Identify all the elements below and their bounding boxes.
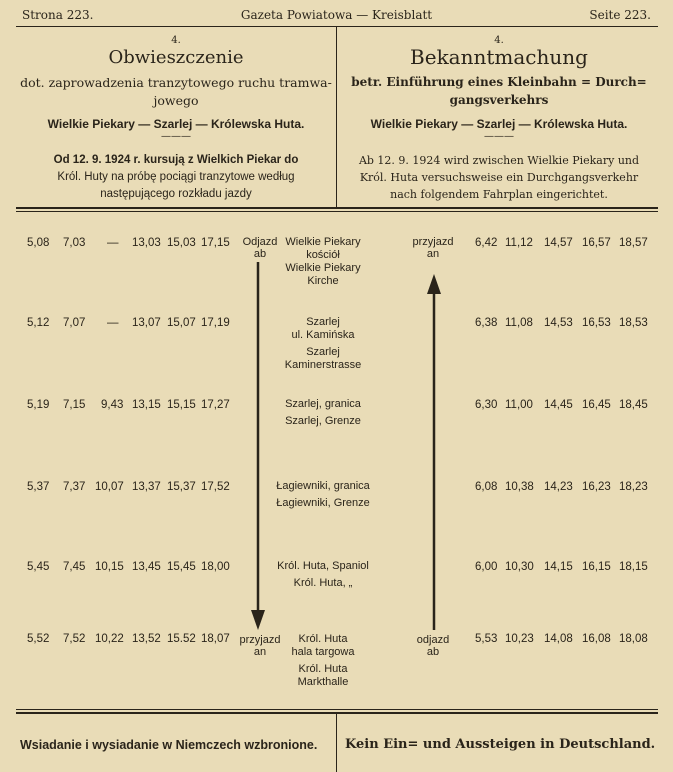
time-cell: 13,37 xyxy=(132,481,161,493)
time-cell: 18,08 xyxy=(619,633,648,645)
time-cell: 10,23 xyxy=(505,633,534,645)
page-number-right: Seite 223. xyxy=(589,8,651,22)
station-line: Król. Huta, „ xyxy=(293,577,353,589)
time-cell: 13,52 xyxy=(132,633,161,645)
station-name xyxy=(238,633,408,689)
time-cell: 14,23 xyxy=(544,481,573,493)
time-cell: 5,52 xyxy=(27,633,50,645)
time-cell: 15,15 xyxy=(167,399,196,411)
station-line: Szarlej, Grenze xyxy=(285,415,361,427)
station-line: Król. Huta xyxy=(298,633,348,645)
german-intro-line2: Król. Huta versuchsweise ein Durchgangsverkehr xyxy=(359,171,639,184)
time-cell: 10,38 xyxy=(505,481,534,493)
time-cell: 15,07 xyxy=(167,317,196,329)
station-name xyxy=(238,236,408,288)
time-cell: 18,23 xyxy=(619,481,648,493)
station-line: Król. Huta xyxy=(298,663,348,675)
german-subtitle-line2: gangsverkehrs xyxy=(449,93,549,107)
depart-label-top-de: ab xyxy=(253,248,267,260)
footer-column-divider xyxy=(336,714,337,772)
time-cell: 14,53 xyxy=(544,317,573,329)
time-cell: 6,00 xyxy=(475,561,498,573)
arrive-label-bottom-pl: przyjazd xyxy=(239,634,281,646)
time-cell: 16,45 xyxy=(582,399,611,411)
station-line: Szarlej xyxy=(306,346,340,358)
time-cell: 14,15 xyxy=(544,561,573,573)
german-title: Bekanntmachung xyxy=(410,45,588,69)
time-cell: 14,08 xyxy=(544,633,573,645)
depart-label-top-pl: Odjazd xyxy=(242,236,278,248)
station-line: Wielkie Piekary xyxy=(285,236,361,248)
time-cell: 5,08 xyxy=(27,237,50,249)
time-cell: 5,53 xyxy=(475,633,498,645)
station-line: Kirche xyxy=(307,275,339,287)
time-cell: 6,30 xyxy=(475,399,498,411)
time-cell: 11,12 xyxy=(505,237,533,249)
station-name xyxy=(238,480,408,510)
station-line: ul. Kamińska xyxy=(291,329,355,341)
german-intro-line1: Ab 12. 9. 1924 wird zwischen Wielkie Piekary und xyxy=(358,154,640,167)
page-number-left: Strona 223. xyxy=(22,8,94,22)
time-cell: 17,27 xyxy=(201,399,230,411)
header-rule xyxy=(16,26,658,27)
arrive-label-top-pl: przyjazd xyxy=(412,236,454,248)
time-cell: 16,15 xyxy=(582,561,611,573)
time-cell: — xyxy=(107,237,119,249)
polish-intro-line3: następującego rozkładu jazdy xyxy=(100,188,252,200)
time-cell: 7,07 xyxy=(63,317,86,329)
time-cell: 13,03 xyxy=(132,237,161,249)
depart-label-bottom-de: ab xyxy=(426,646,440,658)
time-cell: 13,07 xyxy=(132,317,161,329)
time-cell: 13,45 xyxy=(132,561,161,573)
time-cell: 15,45 xyxy=(167,561,196,573)
arrive-label-top xyxy=(405,236,461,260)
german-intro-line3: nach folgendem Fahrplan eingerichtet. xyxy=(390,188,608,201)
time-cell: 7,03 xyxy=(63,237,86,249)
time-cell: 5,37 xyxy=(27,481,50,493)
station-line: Kaminerstrasse xyxy=(284,359,362,371)
time-cell: 10,15 xyxy=(95,561,124,573)
station-line: Szarlej, granica xyxy=(285,398,361,410)
time-cell: 16,57 xyxy=(582,237,611,249)
time-cell: 7,37 xyxy=(63,481,86,493)
time-cell: 16,08 xyxy=(582,633,611,645)
time-cell: 6,42 xyxy=(475,237,498,249)
station-line: kościół xyxy=(306,249,340,261)
german-divider: ——— xyxy=(484,131,514,142)
time-cell: 18,00 xyxy=(201,561,230,573)
polish-divider: ——— xyxy=(161,131,191,142)
time-cell: 6,08 xyxy=(475,481,498,493)
time-cell: 18,15 xyxy=(619,561,648,573)
newspaper-title: Gazeta Powiatowa — Kreisblatt xyxy=(240,8,433,22)
table-top-rule xyxy=(16,207,658,209)
time-cell: 17,19 xyxy=(201,317,230,329)
time-cell: 14,45 xyxy=(544,399,573,411)
polish-route: Wielkie Piekary — Szarlej — Królewska Huta. xyxy=(47,117,305,131)
time-cell: 18,07 xyxy=(201,633,230,645)
time-cell: 11,08 xyxy=(505,317,533,329)
arrive-label-bottom-de: an xyxy=(253,646,267,658)
station-name xyxy=(238,560,408,590)
time-cell: 18,53 xyxy=(619,317,648,329)
german-number: 4. xyxy=(494,35,504,46)
station-line: Łagiewniki, Grenze xyxy=(276,497,370,509)
time-cell: 10,22 xyxy=(95,633,124,645)
time-cell: 6,38 xyxy=(475,317,498,329)
german-subtitle-line1: betr. Einführung eines Kleinbahn = Durch= xyxy=(351,75,647,89)
station-line: Król. Huta, Spaniol xyxy=(277,560,369,572)
time-cell: 7,15 xyxy=(63,399,86,411)
time-cell: 11,00 xyxy=(505,399,533,411)
column-divider xyxy=(336,27,337,207)
station-name xyxy=(238,316,408,372)
station-line: Wielkie Piekary xyxy=(285,262,361,274)
table-bottom-rule-thin xyxy=(16,709,658,710)
time-cell: 5,45 xyxy=(27,561,50,573)
time-cell: 5,19 xyxy=(27,399,50,411)
station-name xyxy=(238,398,408,428)
time-cell: 5,12 xyxy=(27,317,50,329)
time-cell: 13,15 xyxy=(132,399,161,411)
polish-number: 4. xyxy=(171,35,181,46)
depart-label-bottom-pl: odjazd xyxy=(416,634,450,646)
station-line: Łagiewniki, granica xyxy=(276,480,370,492)
time-cell: 7,45 xyxy=(63,561,86,573)
table-bottom-rule xyxy=(16,712,658,714)
footer-polish-notice: Wsiadanie i wysiadanie w Niemczech wzbronione. xyxy=(20,738,318,752)
time-cell: 10,07 xyxy=(95,481,124,493)
table-top-rule-thin xyxy=(16,211,658,212)
time-cell: 15.52 xyxy=(167,633,196,645)
time-cell: 7,52 xyxy=(63,633,86,645)
polish-subtitle-line2: jowego xyxy=(153,93,199,108)
depart-label-bottom xyxy=(405,634,461,658)
time-cell: 18,45 xyxy=(619,399,648,411)
polish-intro-line2: Król. Huty na próbę pociągi tranzytowe według xyxy=(57,171,295,183)
german-route: Wielkie Piekary — Szarlej — Królewska Huta. xyxy=(370,117,628,131)
time-cell: 14,57 xyxy=(544,237,573,249)
arrive-label-top-de: an xyxy=(426,248,440,260)
time-cell: 18,57 xyxy=(619,237,648,249)
time-cell: 17,15 xyxy=(201,237,230,249)
time-cell: 17,52 xyxy=(201,481,230,493)
station-line: Markthalle xyxy=(297,676,349,688)
time-cell: 15,03 xyxy=(167,237,196,249)
time-cell: — xyxy=(107,317,119,329)
station-line: Szarlej xyxy=(306,316,340,328)
polish-intro-line1: Od 12. 9. 1924 r. kursują z Wielkich Piekar do xyxy=(53,154,299,166)
footer-german-notice: Kein Ein= und Aussteigen in Deutschland. xyxy=(345,737,656,752)
time-cell: 16,23 xyxy=(582,481,611,493)
station-line: hala targowa xyxy=(291,646,355,658)
time-cell: 15,37 xyxy=(167,481,196,493)
time-cell: 9,43 xyxy=(101,399,124,411)
time-cell: 10,30 xyxy=(505,561,534,573)
polish-title: Obwieszczenie xyxy=(108,47,244,68)
up-arrow-icon xyxy=(424,274,444,632)
polish-subtitle-line1: dot. zaprowadzenia tranzytowego ruchu tramwa- xyxy=(20,75,332,90)
time-cell: 16,53 xyxy=(582,317,611,329)
